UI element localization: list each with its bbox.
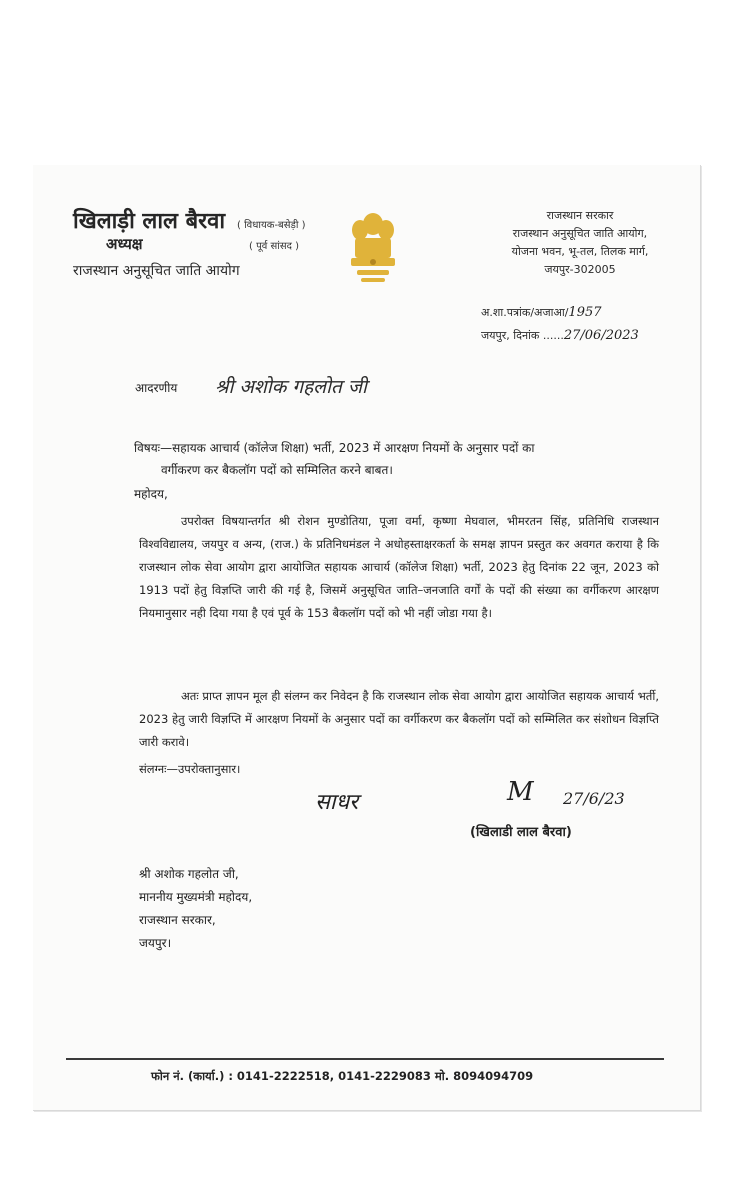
recipient-line: राजस्थान सरकार, [139, 913, 216, 927]
date-value: 27/06/2023 [563, 328, 639, 343]
subject [134, 437, 649, 481]
recipient-address [139, 863, 252, 955]
signature-date: 27/6/23 [563, 789, 625, 808]
recipient-line: माननीय मुख्यमंत्री महोदय, [139, 890, 253, 904]
reference-number [481, 305, 602, 320]
letterhead-role: अध्यक्ष [106, 235, 143, 253]
reference-value: 1957 [568, 305, 602, 320]
screenshot-top-margin [0, 0, 733, 165]
address-line: योजना भवन, भू-तल, तिलक मार्ग, [511, 245, 649, 258]
body-paragraph: अतः प्राप्त ज्ञापन मूल ही संलग्न कर निवेदन है कि राजस्थान लोक सेवा आयोग द्वारा आयोजित सहायक आचार्य भर्ती, 2023 हेतु जारी विज्ञप्ति में आरक्षण नियमों के अनुसार पदों का वर्गीकरण कर बैकलॉग पदों को सम्मिलित कर संशोधन विज्ञप्ति जारी करावे। [139, 689, 659, 749]
letterhead-address [475, 207, 685, 279]
footer-divider [66, 1058, 664, 1060]
letterhead-mla-title: ( विधायक-बसेड़ी ) [237, 220, 306, 231]
salutation-label: आदरणीय [135, 381, 178, 395]
letterhead-name: खिलाड़ी लाल बैरवा [73, 209, 226, 234]
subject-line: वर्गीकरण कर बैकलॉग पदों को सम्मिलित करने बाबत। [161, 463, 393, 477]
signatory-name: (खिलाडी लाल बैरवा) [470, 825, 572, 840]
address-line: जयपुर-302005 [544, 263, 616, 276]
subject-line: विषयः—सहायक आचार्य (कॉलेज शिक्षा) भर्ती, 2023 में आरक्षण नियमों के अनुसार पदों का [134, 441, 535, 455]
salutation-name: श्री अशोक गहलोत जी [215, 376, 367, 398]
footer-phone: फोन नं. (कार्या.) : 0141-2222518, 0141-2229083 मो. 8094094709 [151, 1069, 534, 1083]
letterhead-commission: राजस्थान अनुसूचित जाति आयोग [73, 263, 240, 279]
enclosure-note: संलग्नः—उपरोक्तानुसार। [139, 762, 241, 776]
body-paragraph: उपरोक्त विषयान्तर्गत श्री रोशन मुण्डोतिया, पूजा वर्मा, कृष्णा मेघवाल, भीमरतन सिंह, प्रतिनिधि राजस्थान विश्वविद्यालय, जयपुर व अन्य, (राज.) के प्रतिनिधमंडल ने अधोहस्ताक्षरकर्ता के समक्ष ज्ञापन प्रस्तुत कर अवगत कराया है कि राजस्थान लोक सेवा आयोग द्वारा आयोजित सहायक आचार्य (कॉलेज शिक्षा) भर्ती, 2023 हेतु दिनांक 22 जून, 2023 को 1913 पदों हेतु विज्ञप्ति जारी की गई है, जिसमें अनुसूचित जाति–जनजाति वर्गों के पदों की संख्या का वर्गीकरण आरक्षण नियमानुसार नही दिया गया है एवं पूर्व के 153 बैकलॉग पदों को भी नहीं जोडा गया है। [139, 514, 659, 620]
signature: M [507, 777, 534, 807]
handwritten-initials: साधर [315, 790, 359, 815]
address-line: राजस्थान सरकार [546, 209, 614, 222]
reference-label: अ.शा.पत्रांक/अजाआ/ [481, 306, 569, 319]
greeting: महोदय, [134, 487, 168, 501]
letterhead-ex-mp-title: ( पूर्व सांसद ) [249, 241, 299, 252]
state-emblem-icon [345, 210, 401, 290]
recipient-line: श्री अशोक गहलोत जी, [139, 867, 239, 881]
date-label: जयपुर, दिनांक ...... [481, 329, 564, 342]
reference-date [481, 328, 639, 343]
address-line: राजस्थान अनुसूचित जाति आयोग, [512, 227, 648, 240]
letter-page [33, 165, 701, 1111]
recipient-line: जयपुर। [139, 936, 172, 950]
